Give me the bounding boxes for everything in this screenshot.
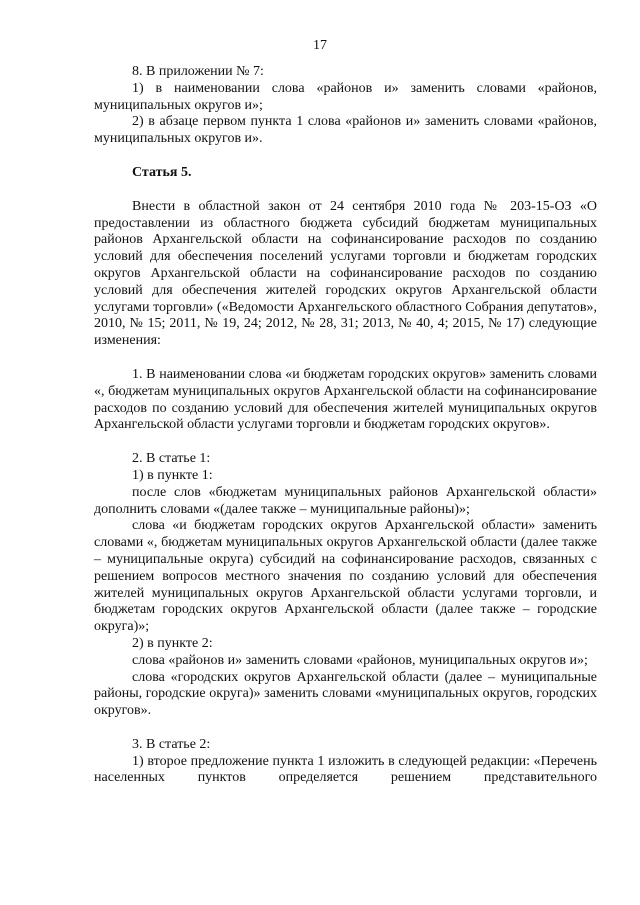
page-number: 17: [313, 38, 327, 53]
document-body: [94, 64, 597, 787]
paragraph: слова «городских округов Архангельской области (далее – муниципальные районы, городские округа)» заменить словами «муниципальных округов, городских округов».: [94, 669, 597, 719]
paragraph: 1. В наименовании слова «и бюджетам городских округов» заменить словами «, бюджетам муниципальных округов Архангельской области на софинансирование расходов по созданию условий для обеспечения жителей муниципальных округов Архангельской области услугами торговли и бюджетам городских округов».: [94, 366, 597, 433]
paragraph: 2) в абзаце первом пункта 1 слова «районов и» заменить словами «районов, муниципальных округов и».: [94, 114, 597, 147]
paragraph: 2. В статье 1:: [132, 451, 211, 467]
paragraph: Внести в областной закон от 24 сентября 2010 года № 203-15-ОЗ «О предоставлении из областного бюджета субсидий бюджетам муниципальных районов Архангельской области на софинансирование расходов по созданию условий для обеспечения поселений услугами торговли и бюджетам городских округов Архангельской области на софинансирование расходов по созданию условий для обеспечения жителей городских округов Архангельской области услугами торговли» («Ведомости Архангельского областного Собрания депутатов», 2010, № 15; 2011, № 19, 24; 2012, № 28, 31; 2013, № 40, 4; 2015, № 17) следующие изменения:: [94, 198, 597, 349]
paragraph: после слов «бюджетам муниципальных районов Архангельской области» дополнить словами «(далее также – муниципальные районы)»;: [94, 484, 597, 517]
paragraph: 3. В статье 2:: [132, 736, 211, 752]
spacer: [94, 182, 597, 199]
paragraph: 1) в пункте 1:: [132, 467, 213, 483]
paragraph: 8. В приложении № 7:: [132, 64, 264, 79]
spacer: [94, 148, 597, 165]
paragraph: слова «и бюджетам городских округов Архангельской области» заменить словами «, бюджетам муниципальных округов Архангельской области (далее также – муниципальные округа) субсидий на софинансирование расходов, связанных с решением вопросов местного значения по созданию условий для обеспечения жителей муниципальных округов Архангельской области услугами торговли, и бюджетам городских округов Архангельской области (далее также – городские округа)»;: [94, 518, 597, 635]
spacer: [94, 434, 597, 451]
article-heading: Статья 5.: [132, 164, 192, 180]
paragraph: 1) второе предложение пункта 1 изложить в следующей редакции: «Перечень населенных пунктов определяется решением представительного: [94, 753, 597, 786]
paragraph: слова «районов и» заменить словами «районов, муниципальных округов и»;: [132, 652, 588, 668]
paragraph: 2) в пункте 2:: [132, 635, 213, 651]
paragraph: 1) в наименовании слова «районов и» заменить словами «районов, муниципальных округов и»;: [94, 80, 597, 113]
spacer: [94, 350, 597, 367]
spacer: [94, 720, 597, 737]
